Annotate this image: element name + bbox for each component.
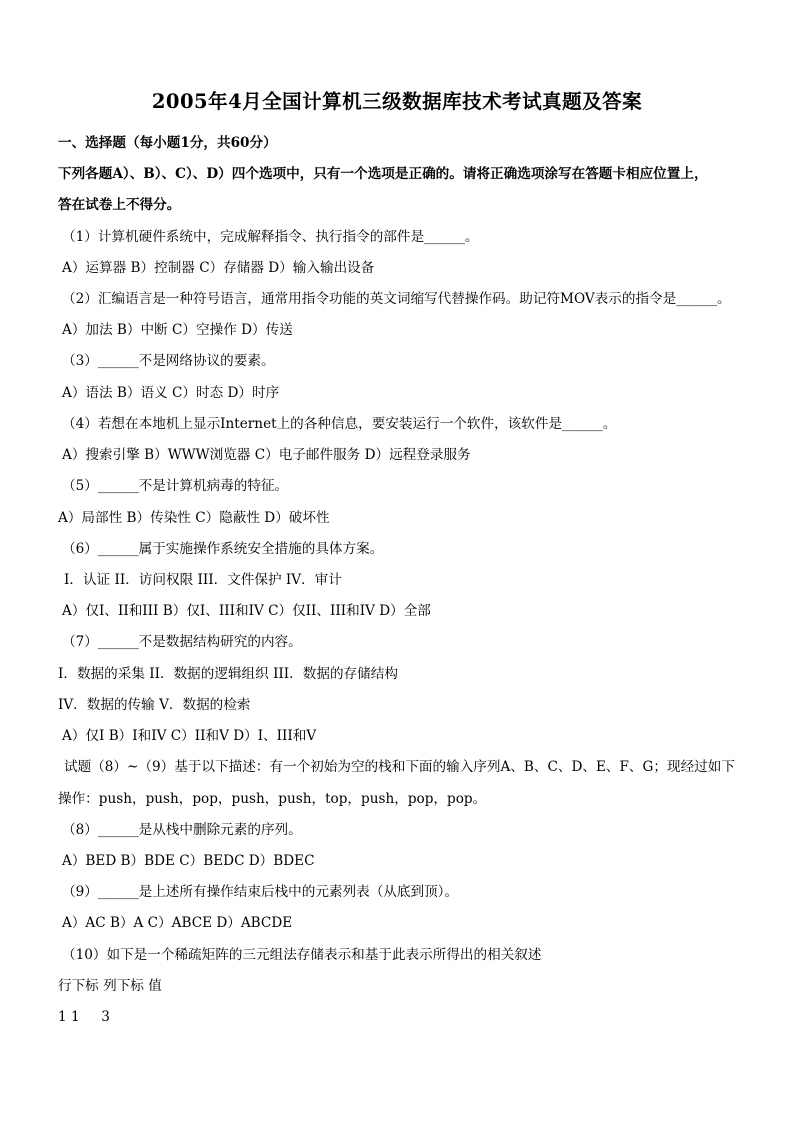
document-title: 2005年4月全国计算机三级数据库技术考试真题及答案 — [151, 90, 643, 113]
instructions-line-2: 答在试卷上不得分。 — [58, 197, 181, 213]
question-2: （2）汇编语言是一种符号语言，通常用指令功能的英文词缩写代替操作码。助记符MOV表示的指令是______。 — [62, 291, 731, 307]
question-6-items: I．认证 II．访问权限 III．文件保护 IV．审计 — [64, 572, 342, 588]
question-7-items-1: I．数据的采集 II．数据的逻辑组织 III．数据的存储结构 — [58, 666, 398, 682]
triple-table-header: 行下标 列下标 值 — [58, 978, 162, 994]
questions-8-9-stem-1: 试题（8）~（9）基于以下描述：有一个初始为空的栈和下面的输入序列A、B、C、D、E、F、G；现经过如下 — [64, 759, 735, 775]
question-1: （1）计算机硬件系统中，完成解释指令、执行指令的部件是______。 — [62, 229, 479, 245]
question-5-options: A）局部性 B）传染性 C）隐蔽性 D）破坏性 — [58, 510, 330, 526]
question-2-options: A）加法 B）中断 C）空操作 D）传送 — [62, 322, 293, 338]
question-8-options: A）BED B）BDE C）BEDC D）BDEC — [62, 853, 315, 869]
question-3-options: A）语法 B）语义 C）时态 D）时序 — [62, 385, 280, 401]
question-10: （10）如下是一个稀疏矩阵的三元组法存储表示和基于此表示所得出的相关叙述 — [62, 947, 542, 963]
question-7-items-2: IV．数据的传输 V．数据的检索 — [58, 697, 251, 713]
triple-table-row: 1 1 3 — [58, 1009, 110, 1025]
question-4: （4）若想在本地机上显示Internet上的各种信息，要安装运行一个软件，该软件是______。 — [62, 416, 617, 432]
question-3: （3）______不是网络协议的要素。 — [62, 353, 275, 369]
section-heading: 一、选择题（每小题1分，共60分） — [58, 135, 277, 151]
question-1-options: A）运算器 B）控制器 C）存储器 D）输入输出设备 — [62, 260, 375, 276]
question-7: （7）______不是数据结构研究的内容。 — [62, 634, 302, 650]
question-9: （9）______是上述所有操作结束后栈中的元素列表（从底到顶）。 — [62, 884, 459, 900]
question-7-options: A）仅I B）I和IV C）II和V D）I、III和V — [62, 728, 317, 744]
question-5: （5）______不是计算机病毒的特征。 — [62, 478, 289, 494]
questions-8-9-stem-2: 操作：push，push，pop，push，push，top，push，pop，pop。 — [58, 791, 487, 807]
question-4-options: A）搜索引擎 B）WWW浏览器 C）电子邮件服务 D）远程登录服务 — [62, 447, 471, 463]
question-6: （6）______属于实施操作系统安全措施的具体方案。 — [62, 541, 384, 557]
instructions-line-1: 下列各题A）、B）、C）、D）四个选项中，只有一个选项是正确的。请将正确选项涂写在答题卡相应位置上， — [58, 166, 708, 182]
question-6-options: A）仅I、II和III B）仅I、III和IV C）仅II、III和IV D）全部 — [62, 603, 431, 619]
question-8: （8）______是从栈中删除元素的序列。 — [62, 822, 302, 838]
question-9-options: A）AC B）A C）ABCE D）ABCDE — [62, 915, 293, 931]
